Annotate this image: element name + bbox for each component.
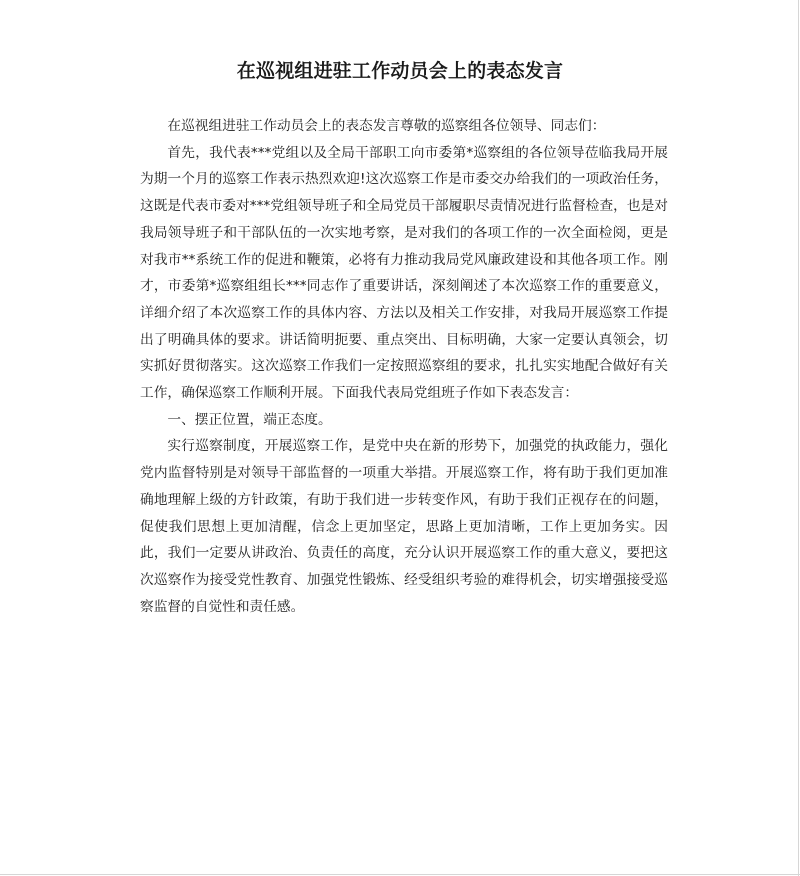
intro-paragraph: 在巡视组进驻工作动员会上的表态发言尊敬的巡察组各位领导、同志们： bbox=[167, 118, 606, 134]
section-heading: 一、摆正位置，端正态度。 bbox=[167, 411, 332, 428]
page-edge-bottom bbox=[0, 874, 800, 875]
document-title: 在巡视组进驻工作动员会上的表态发言 bbox=[236, 60, 564, 82]
page-edge-right bbox=[798, 0, 799, 876]
opening-paragraph: 首先，我代表***党组以及全局干部职工向市委第*巡察组的各位领导莅临我局开展为期一个月的巡察工作表示热烈欢迎!这次巡察工作是市委交办给我们的一项政治任务，这既是代表市委对***党组领导班子和全局党员干部履职尽责情况进行监督检查，也是对我局领导班子和干部队伍的一次实地考察，是对我们的各项工作的一次全面检阅，更是对我市**系统工作的促进和鞭策，必将有力推动我局党风廉政建设和其他各项工作。刚才，市委第*巡察组组长***同志作了重要讲话，深刻阐述了本次巡察工作的重要意义，详细介绍了本次巡察工作的具体内容、方法以及相关工作安排，对我局开展巡察工作提出了明确具体的要求。讲话简明扼要、重点突出、目标明确，大家一定要认真领会，切实抓好贯彻落实。这次巡察工作我们一定按照巡察组的要求，扎扎实实地配合做好有关工作，确保巡察工作顺利开展。下面我代表局党组班子作如下表态发言： bbox=[140, 144, 668, 402]
section-paragraph: 实行巡察制度，开展巡察工作，是党中央在新的形势下，加强党的执政能力，强化党内监督特别是对领导干部监督的一项重大举措。开展巡察工作，将有助于我们更加准确地理解上级的方针政策，有助于我们进一步转变作风，有助于我们正视存在的问题，促使我们思想上更加清醒，信念上更加坚定，思路上更加清晰，工作上更加务实。因此，我们一定要从讲政治、负责任的高度，充分认识开展巡察工作的重大意义，要把这次巡察作为接受党性教育、加强党性锻炼、经受组织考验的难得机会，切实增强接受巡察监督的自觉性和责任感。 bbox=[140, 438, 668, 615]
document-body bbox=[140, 113, 668, 620]
